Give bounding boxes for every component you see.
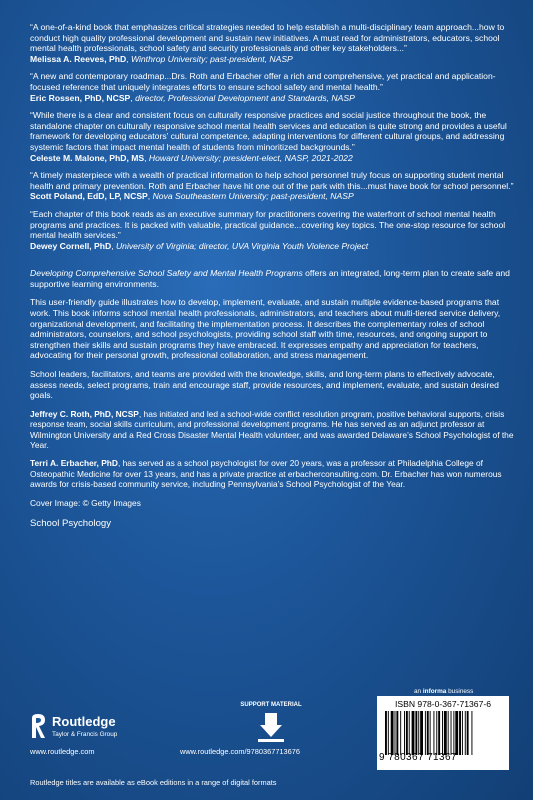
barcode-bar xyxy=(462,711,463,755)
barcode-bar xyxy=(430,711,431,755)
blurb-attribution: Scott Poland, EdD, LP, NCSP, Nova Southeastern University; past-president, NASP xyxy=(30,191,354,202)
barcode-bar xyxy=(409,711,410,755)
blurb-quote: “A timely masterpiece with a wealth of practical information to help school personnel truly focus on supporting student mental health and primary prevention. Roth and Erbacher have hit one out of the park with this...must have book for school personnel.” xyxy=(30,170,514,191)
book-title: Developing Comprehensive School Safety and Mental Health Programs xyxy=(30,268,303,279)
barcode-bar xyxy=(467,711,469,755)
blurb-quote: “While there is a clear and consistent focus on culturally responsive practices and social justice throughout the book, the standalone chapter on culturally responsive school mental health services and education is quite strong and provides a useful framework for developing educators’ cultural competence, adapting interventions for different cultural groups, and addressing systemic factors that impact mental health of students from minoritized backgrounds.” xyxy=(30,110,507,152)
description-summary: School leaders, facilitators, and teams are provided with the knowledge, skills, and long-term plans to effectively advocate, assess needs, select programs, train and encourage staff, provide resources, and implement, evaluate, and sustain desired goals. xyxy=(30,369,499,401)
barcode-digits: 9 780367 71367 xyxy=(379,752,457,763)
blurb-quote: “A one-of-a-kind book that emphasizes critical strategies needed to help establish a multi-disciplinary team approach...how to conduct high quality professional development and sustain new initiatives. A must read for administrators, educators, school mental health professionals, school safety and security professionals and other key stakeholders...” xyxy=(30,22,505,54)
barcode-bar xyxy=(385,711,387,755)
download-arrow-icon xyxy=(260,713,282,737)
subject-category: School Psychology xyxy=(30,517,112,529)
blurb-name: Celeste M. Malone, PhD, MS xyxy=(30,152,145,163)
blurb-quote: “Each chapter of this book reads as an executive summary for practitioners covering the waterfront of school mental health programs and practices. It is packed with valuable, practical guidance...covering key topics. The one-stop resource for school mental health services.” xyxy=(30,208,506,241)
blurb-attribution: Celeste M. Malone, PhD, MS, Howard University; president-elect, NASP, 2021-2022 xyxy=(30,152,353,163)
barcode-bar xyxy=(396,711,398,755)
barcode-bar xyxy=(425,711,426,755)
isbn-label: ISBN 978-0-367-71367-6 xyxy=(394,699,492,709)
barcode-bar xyxy=(442,711,443,755)
barcode-bar xyxy=(404,711,405,755)
publisher-group: Taylor & Francis Group xyxy=(52,731,118,738)
barcode-panel xyxy=(377,696,509,770)
publisher-url[interactable]: www.routledge.com xyxy=(30,747,95,756)
book-url[interactable]: www.routledge.com/9780367713676 xyxy=(180,747,300,756)
barcode-bar xyxy=(455,711,458,755)
barcode-bar xyxy=(465,711,466,755)
barcode-bar xyxy=(391,711,394,755)
routledge-logo-icon xyxy=(30,712,48,740)
blurb-name: Dewey Cornell, PhD xyxy=(30,240,112,251)
blurb-name: Scott Poland, EdD, LP, NCSP xyxy=(30,191,148,202)
author-bio xyxy=(30,409,514,451)
blurb-affiliation: Nova Southeastern University; past-president, NASP xyxy=(152,191,354,202)
barcode-bar xyxy=(388,711,389,755)
blurb-name: Melissa A. Reeves, PhD xyxy=(30,53,127,64)
barcode-bar xyxy=(395,711,396,755)
blurb-name: Eric Rossen, PhD, NCSP xyxy=(30,92,131,103)
description-intro-rest: offers an integrated, long-term plan to create safe and supportive learning environments. xyxy=(30,268,510,289)
barcode-bar xyxy=(415,711,417,755)
barcode-bar xyxy=(400,711,401,755)
barcode-bar xyxy=(471,711,472,755)
informa-name: informa xyxy=(422,688,447,695)
barcode-bar xyxy=(459,711,461,755)
download-tray-icon xyxy=(258,739,284,742)
barcode xyxy=(383,711,503,755)
blurb xyxy=(30,22,514,64)
blurb xyxy=(30,209,514,251)
content-column xyxy=(30,22,514,529)
author-name: Jeffrey C. Roth, PhD, NCSP xyxy=(30,408,139,419)
barcode-bar xyxy=(444,711,447,755)
routledge-logo xyxy=(30,712,150,742)
section-gap xyxy=(30,258,514,268)
blurb-affiliation: director, Professional Development and Standards, NASP xyxy=(135,92,355,103)
barcode-bar xyxy=(451,711,452,755)
informa-suffix: business xyxy=(446,688,474,695)
blurb xyxy=(30,71,514,103)
blurb-affiliation: Winthrop University; past-president, NASP xyxy=(130,53,293,64)
support-badge-label: SUPPORT MATERIAL xyxy=(240,702,302,708)
description-intro xyxy=(30,268,514,289)
support-material-badge xyxy=(240,695,302,745)
blurb-quote: “A new and contemporary roadmap...Drs. Roth and Erbacher offer a rich and comprehensive, yet practical and application-focused reference that uniquely integrates efforts to ensure school safety and mental health.” xyxy=(30,71,496,92)
author-bio xyxy=(30,458,514,489)
barcode-bar xyxy=(436,711,437,755)
informa-prefix: an xyxy=(414,688,423,695)
blurb-attribution: Eric Rossen, PhD, NCSP, director, Professional Development and Standards, NASP xyxy=(30,92,355,103)
author-name: Terri A. Erbacher, PhD xyxy=(30,458,118,469)
author-bio-text: , has served as a school psychologist for over 20 years, was a professor at Philadelphia College of Osteopathic Medicine for over 13 years, and has a private practice at erbacherconsulting.com. Dr. Erbacher has won numerous awards for crisis-based community service, including Pennsylvania’s School Psychologist of the Year. xyxy=(30,458,502,490)
blurb-affiliation: University of Virginia; director, UVA Virginia Youth Violence Project xyxy=(115,240,369,251)
blurb xyxy=(30,170,514,202)
barcode-bar xyxy=(406,711,408,755)
blurb-attribution: Melissa A. Reeves, PhD, Winthrop University; past-president, NASP xyxy=(30,53,293,64)
barcode-bar xyxy=(453,711,454,755)
blurb xyxy=(30,110,514,163)
barcode-bar xyxy=(433,711,434,755)
barcode-bar xyxy=(420,711,423,755)
barcode-bar xyxy=(412,711,415,755)
cover-credit: Cover Image: © Getty Images xyxy=(30,497,141,508)
blurb-attribution: Dewey Cornell, PhD, University of Virginia; director, UVA Virginia Youth Violence Project xyxy=(30,240,369,251)
description-body: This user-friendly guide illustrates how to develop, implement, evaluate, and sustain multiple evidence-based programs that work. This book informs school mental health professionals, administrators, and teachers about multi-tiered service delivery, organizational development, and facilitating the implementation process. It describes the complementary roles of school administrators, counselors, and school psychologists, providing school staff with time, resources, and ongoing support to strengthen their skills and sustain programs they have embraced. It expresses empathy and appreciation for teachers, advocating for their personal growth, professional collaboration, and stress management. xyxy=(30,297,501,361)
informa-business xyxy=(414,688,473,695)
ebook-note: Routledge titles are available as eBook editions in a range of digital formats xyxy=(30,778,277,787)
barcode-bar xyxy=(448,711,449,755)
blurb-affiliation: Howard University; president-elect, NASP, 2021-2022 xyxy=(148,152,353,163)
author-bio-text: , has initiated and led a school-wide conflict resolution program, positive behavioral supports, crisis response team, social skills curriculum, and professional development programs. He has served as an adjunct professor at Wilmington University and a Red Cross Disaster Mental Health volunteer, and was awarded Delaware’s School Psychologist of the Year. xyxy=(30,408,514,451)
barcode-bar xyxy=(427,711,429,755)
barcode-bar xyxy=(418,711,419,755)
publisher-name: Routledge xyxy=(52,714,116,729)
barcode-bar xyxy=(438,711,440,755)
